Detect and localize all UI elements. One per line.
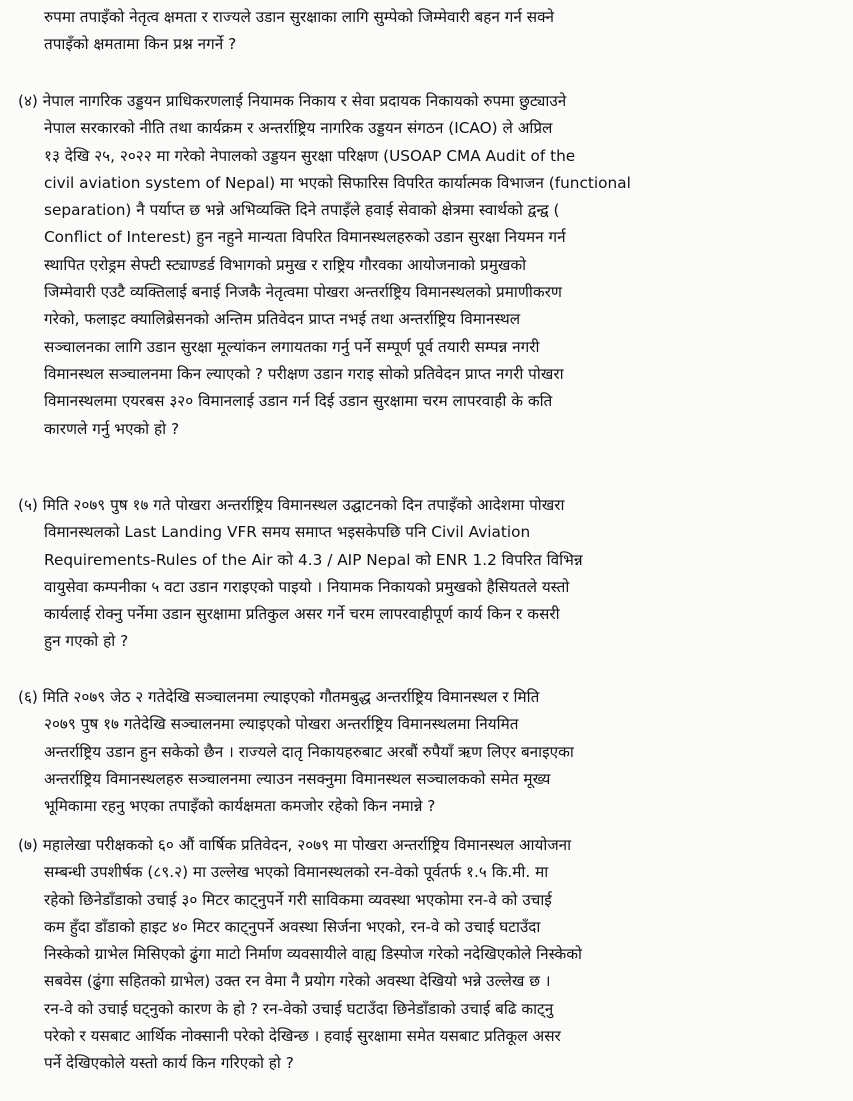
question-6 xyxy=(18,684,842,820)
text-line: निस्केको ग्राभेल मिसिएको ढुंगा माटो निर्माण व्यवसायीले वाह्य डिस्पोज गरेको नदेखिएकोले निस्केको xyxy=(44,945,583,964)
text-line: सम्बन्धी उपशीर्षक (८९.२) मा उल्लेख भएको विमानस्थलको रन-वेको पूर्वतर्फ १.५ कि.मी. मा xyxy=(44,863,549,882)
question-4 xyxy=(18,88,842,443)
question-first-line xyxy=(18,492,842,519)
text-line: कार्यलाई रोक्नु पर्नेमा उडान सुरक्षामा प्रतिकुल असर गर्ने चरम लापरवाहीपूर्ण कार्य किन र कसरी xyxy=(44,605,560,624)
text-line: गरेको, फलाइट क्यालिब्रेसनको अन्तिम प्रतिवेदन प्राप्त नभई तथा अन्तर्राष्ट्रिय विमानस्थल xyxy=(44,310,521,329)
text-line: कम हुँदा डाँडाको हाइट ४० मिटर काट्नुपर्ने अवस्था सिर्जना भएको, रन-वे को उचाई घटाउँदा xyxy=(44,917,541,936)
question-number: (५) xyxy=(18,496,38,514)
question-first-line xyxy=(18,832,842,859)
text-line: विमानस्थल सञ्चालनमा किन ल्याएको ? परीक्षण उडान गराइ सोको प्रतिवेदन प्राप्त नगरी पोखरा xyxy=(44,364,564,383)
text-line: तपाइँको क्षमतामा किन प्रश्न नगर्ने ? xyxy=(44,35,237,54)
text-line: नेपाल नागरिक उड्डयन प्राधिकरणलाई नियामक निकाय र सेवा प्रदायक निकायको रुपमा छुट्याउने xyxy=(42,92,567,110)
text-line: वायुसेवा कम्पनीका ५ वटा उडान गराइएको पाइयो । नियामक निकायको प्रमुखको हैसियतले यस्तो xyxy=(44,577,570,596)
text-line: १३ देखि २५, २०२२ मा गरेको नेपालको उड्डयन सुरक्षा परिक्षण (USOAP CMA Audit of the xyxy=(44,146,576,165)
text-line: separation) नै पर्याप्त छ भन्ने अभिव्यक्ति दिने तपाइँले हवाई सेवाको क्षेत्रमा स्वार्थको द्वन्द्व ( xyxy=(44,201,560,220)
text-line: Conflict of Interest) हुन नहुने मान्यता विपरित विमानस्थलहरुको उडान सुरक्षा नियमन गर्न xyxy=(44,228,566,247)
text-line: हुन गएको हो ? xyxy=(44,632,129,651)
text-line: कारणले गर्नु भएको हो ? xyxy=(44,419,180,438)
text-line: रुपमा तपाइँको नेतृत्व क्षमता र राज्यले उडान सुरक्षाका लागि सुम्पेको जिम्मेवारी बहन गर्न सक्ने xyxy=(44,8,554,26)
text-line: Requirements-Rules of the Air को 4.3 / AIP Nepal को ENR 1.2 विपरित विभिन्न xyxy=(44,550,583,569)
question-7 xyxy=(18,832,842,1078)
text-line: पर्ने देखिएकोले यस्तो कार्य किन गरिएको हो ? xyxy=(44,1054,294,1073)
text-line: रहेको छिनेडाँडाको उचाई ३० मिटर काट्नुपर्ने गरी साविकमा व्यवस्था भएकोमा रन-वे को उचाई xyxy=(44,890,552,909)
text-line: विमानस्थलको Last Landing VFR समय समाप्त भइसकेपछि पनि Civil Aviation xyxy=(44,523,531,542)
question-5 xyxy=(18,492,842,656)
question-first-line xyxy=(18,88,842,115)
question-number: (६) xyxy=(18,688,38,706)
text-line: भूमिकामा रहनु भएका तपाइँको कार्यक्षमता कमजोर रहेको किन नमान्ने ? xyxy=(44,797,436,816)
text-line: अन्तर्राष्ट्रिय विमानस्थलहरु सञ्चालनमा ल्याउन नसक्नुमा विमानस्थल सञ्चालकको समेत मूख्य xyxy=(44,769,551,788)
question-number: (४) xyxy=(18,92,38,110)
text-line: सञ्चालनका लागि उडान सुरक्षा मूल्यांकन लगायतका गर्नु पर्ने सम्पूर्ण पूर्व तयारी सम्पन्न नगरी xyxy=(44,337,540,356)
question-number: (७) xyxy=(18,836,38,854)
text-line: स्थापित एरोड्रम सेफ्टी स्ट्याण्डर्ड विभागको प्रमुख र राष्ट्रिय गौरवका आयोजनाको प्रमुखको xyxy=(44,255,527,274)
text-line: रन-वे को उचाई घट्नुको कारण के हो ? रन-वेको उचाई घटाउँदा छिनेडाँडाको उचाई बढि काट्नु xyxy=(44,999,554,1018)
text-line: २०७९ पुष १७ गतेदेखि सञ्चालनमा ल्याइएको पोखरा अन्तर्राष्ट्रिय विमानस्थलमा नियमित xyxy=(44,715,519,734)
text-line: सबवेस (ढुंगा सहितको ग्राभेल) उक्त रन वेमा नै प्रयोग गरेको अवस्था देखियो भन्ने उल्लेख छ । xyxy=(44,972,551,991)
text-line: civil aviation system of Nepal) मा भएको सिफारिस विपरित कार्यात्मक विभाजन (functional xyxy=(44,173,631,192)
text-line: महालेखा परीक्षकको ६० औं वार्षिक प्रतिवेदन, २०७९ मा पोखरा अन्तर्राष्ट्रिय विमानस्थल आयोजना xyxy=(42,836,572,854)
text-line: मिति २०७९ पुष १७ गते पोखरा अन्तर्राष्ट्रिय विमानस्थल उद्घाटनको दिन तपाइँको आदेशमा पोखरा xyxy=(42,496,565,514)
text-line: अन्तर्राष्ट्रिय उडान हुन सकेको छैन । राज्यले दातृ निकायहरुबाट अरबौं रुपैयाँ ऋण लिएर बनाइएका xyxy=(44,742,574,761)
text-line: विमानस्थलमा एयरबस ३२० विमानलाई उडान गर्न दिई उडान सुरक्षामा चरम लापरवाही के कति xyxy=(44,392,553,411)
intro-paragraph xyxy=(18,4,842,59)
text-line: परेको र यसबाट आर्थिक नोक्सानी परेको देखिन्छ । हवाई सुरक्षामा समेत यसबाट प्रतिकूल असर xyxy=(44,1027,561,1046)
text-line: जिम्मेवारी एउटै व्यक्तिलाई बनाई निजकै नेतृत्वमा पोखरा अन्तर्राष्ट्रिय विमानस्थलको प्रमाणीकरण xyxy=(44,283,562,302)
question-first-line xyxy=(18,684,842,711)
text-line: नेपाल सरकारको नीति तथा कार्यक्रम र अन्तर्राष्ट्रिय नागरिक उड्डयन संगठन (ICAO) ले अप्रिल xyxy=(44,119,553,138)
text-line: मिति २०७९ जेठ २ गतेदेखि सञ्चालनमा ल्याइएको गौतमबुद्ध अन्तर्राष्ट्रिय विमानस्थल र मिति xyxy=(42,688,540,706)
